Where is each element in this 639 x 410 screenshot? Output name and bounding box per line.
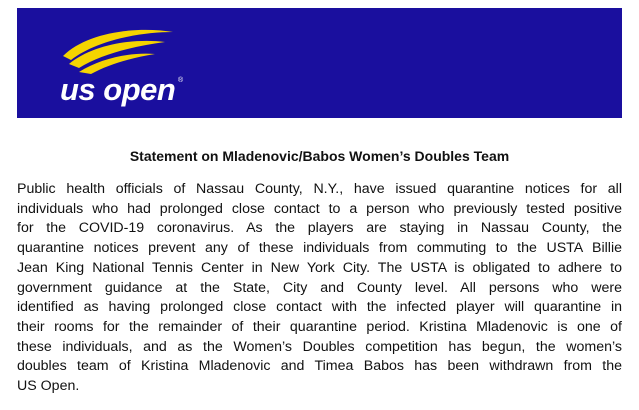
statement-line: quarantine notices prevent any of these individuals from commuting to the USTA Billie (17, 240, 622, 257)
statement-line: US Open. (17, 378, 80, 395)
statement-line: government guidance at the State, City and County level. All persons who were (17, 279, 622, 296)
tennis-ball-flame-icon (57, 26, 177, 76)
statement-line: these individuals, and as the Women’s Doubles competition has begun, the women’s (17, 338, 622, 355)
statement-line: for the COVID-19 coronavirus. As the players are staying in Nassau County, the (17, 220, 622, 237)
statement-line: individuals who had prolonged close contact to a person who previously tested positive (17, 200, 622, 217)
statement-line: doubles team of Kristina Mladenovic and Timea Babos has been withdrawn from the (17, 358, 622, 375)
us-open-wordmark: us open (60, 72, 176, 107)
statement-line: Public health officials of Nassau County, N.Y., have issued quarantine notices for all (17, 181, 622, 197)
statement-body (17, 180, 622, 397)
statement-line: Jean King National Tennis Center in New York City. The USTA is obligated to adhere to (17, 259, 622, 276)
statement-line: their rooms for the remainder of their quarantine period. Kristina Mladenovic is one of (17, 318, 622, 335)
statement-title: Statement on Mladenovic/Babos Women’s Doubles Team (129, 148, 510, 164)
registered-trademark: ® (178, 77, 184, 84)
us-open-banner (17, 8, 622, 118)
statement-line: identified as having prolonged close contact with the infected player will quarantine in (17, 299, 622, 316)
